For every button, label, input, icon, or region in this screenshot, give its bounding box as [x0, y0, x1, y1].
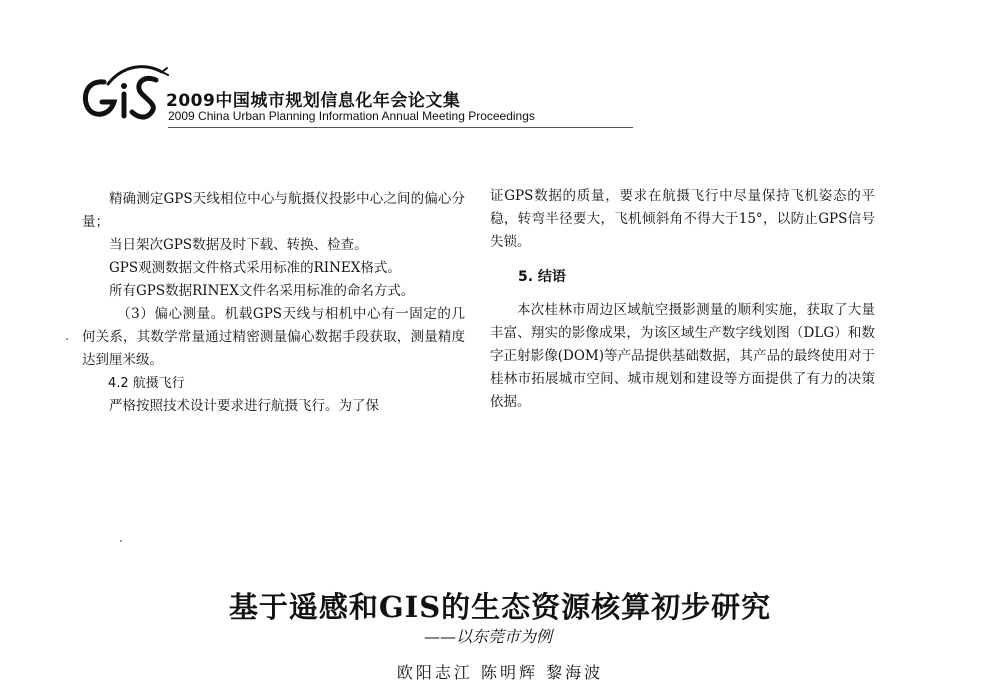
left-column	[82, 188, 465, 418]
paragraph: 本次桂林市周边区域航空摄影测量的顺利实施，获取了大量丰富、翔实的影像成果，为该区域生产数字线划图（DLG）和数字正射影像(DOM)等产品提供基础数据，其产品的最终使用对于桂林市拓展城市空间、城市规划和建设等方面提供了有力的决策依据。	[490, 302, 875, 410]
paragraph: 证GPS数据的质量，要求在航摄飞行中尽量保持飞机姿态的平稳，转弯半径要大，飞机倾斜角不得大于15°，以防止GPS信号失锁。	[490, 188, 875, 250]
right-column	[490, 185, 875, 414]
article-title: 基于遥感和GIS的生态资源核算初步研究	[228, 590, 772, 624]
section-heading-4-2: 4.2 航摄飞行	[108, 376, 185, 391]
section-heading-5: 5. 结语	[518, 269, 566, 285]
scan-speck	[120, 540, 122, 542]
paragraph: 严格按照技术设计要求进行航摄飞行。为了保	[109, 398, 379, 414]
svg-text:GIS: GIS	[80, 123, 84, 125]
proceedings-title-cn: 2009中国城市规划信息化年会论文集	[166, 91, 461, 111]
header-rule	[168, 127, 633, 128]
paragraph: 当日架次GPS数据及时下载、转换、检查。	[109, 237, 368, 253]
gis-logo	[78, 64, 170, 126]
paragraph: （3）偏心测量。机载GPS天线与相机中心有一固定的几何关系，其数学常量通过精密测量偏心数据手段获取，测量精度达到厘米级。	[82, 306, 465, 368]
proceedings-title-en: 2009 China Urban Planning Information Annual Meeting Proceedings	[168, 109, 535, 123]
paragraph: GPS观测数据文件格式采用标准的RINEX格式。	[109, 260, 401, 276]
article-subtitle: ——以东莞市为例	[424, 627, 553, 646]
paragraph: 精确测定GPS天线相位中心与航摄仪投影中心之间的偏心分量；	[82, 191, 465, 230]
scan-speck	[66, 338, 68, 340]
article-authors: 欧阳志江 陈明辉 黎海波	[396, 663, 604, 682]
paragraph: 所有GPS数据RINEX文件名采用标准的命名方式。	[109, 283, 415, 299]
